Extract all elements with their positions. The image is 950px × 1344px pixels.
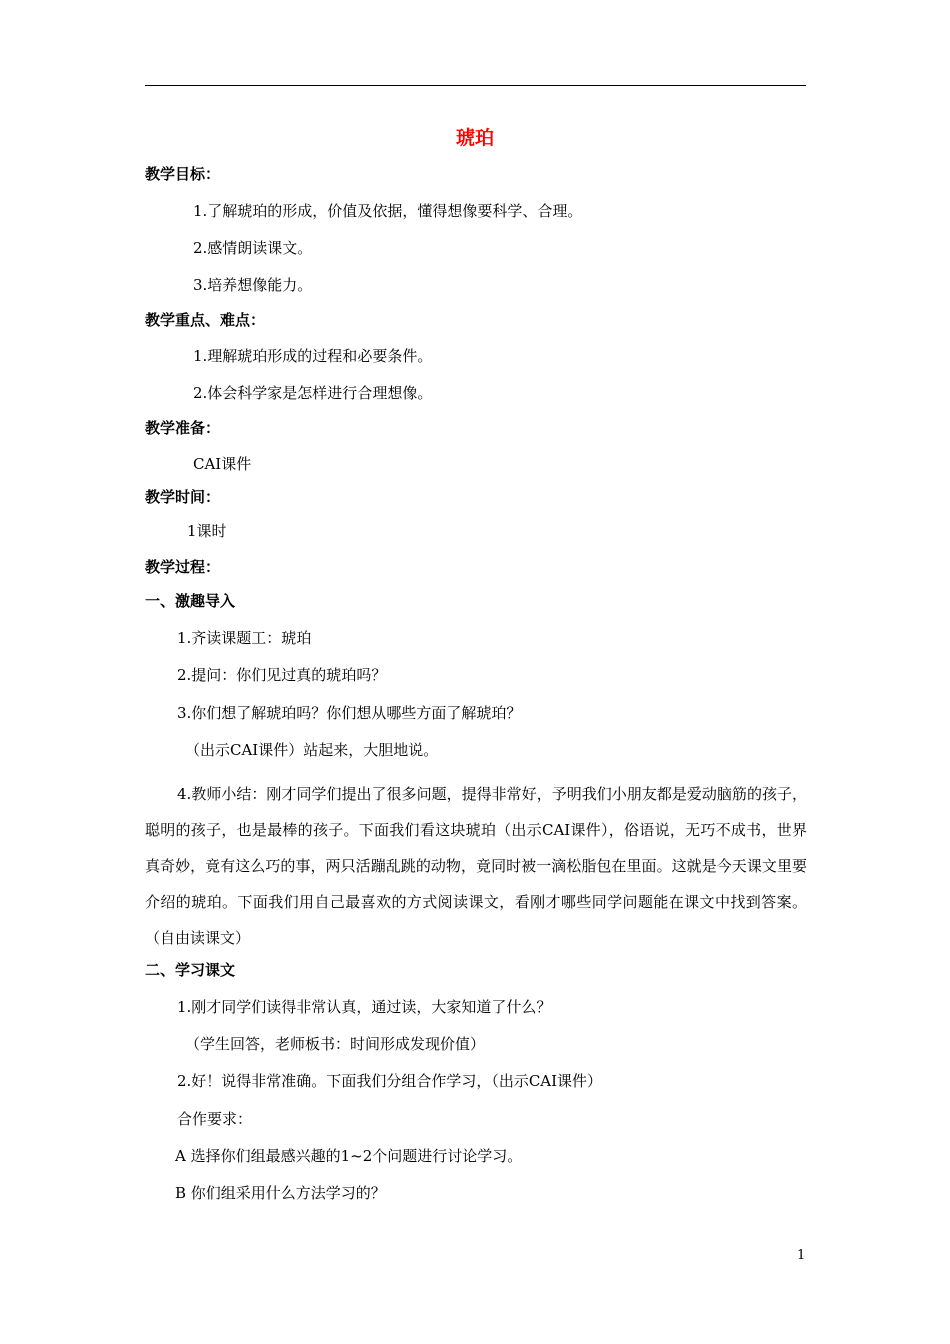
time-text: 1课时 bbox=[187, 522, 227, 540]
part2-item: A 选择你们组最感兴趣的1~2个问题进行讨论学习。 bbox=[175, 1147, 523, 1165]
part1-item: 1.齐读课题工：琥珀 bbox=[177, 629, 312, 647]
goal-item: 1.了解琥珀的形成，价值及依据，懂得想像要科学、合理。 bbox=[193, 202, 583, 220]
key-point-item: 2.体会科学家是怎样进行合理想像。 bbox=[193, 384, 433, 402]
key-points-heading: 教学重点、难点： bbox=[145, 311, 266, 329]
part2-item: 2.好！说得非常准确。下面我们分组合作学习，（出示CAI课件） bbox=[177, 1072, 603, 1090]
time-heading: 教学时间： bbox=[145, 488, 221, 506]
part2-item: 合作要求： bbox=[177, 1110, 253, 1128]
part2-heading: 二、学习课文 bbox=[145, 961, 236, 979]
part1-item: 3.你们想了解琥珀吗？你们想从哪些方面了解琥珀？ bbox=[177, 704, 522, 722]
part1-item: 2.提问：你们见过真的琥珀吗？ bbox=[177, 666, 387, 684]
preparation-text: CAI课件 bbox=[193, 455, 252, 473]
part2-item: 1.刚才同学们读得非常认真，通过读，大家知道了什么？ bbox=[177, 998, 552, 1016]
page-number: 1 bbox=[797, 1248, 806, 1263]
goal-item: 2.感情朗读课文。 bbox=[193, 239, 313, 257]
teacher-summary-paragraph: 4.教师小结：刚才同学们提出了很多问题，提得非常好，予明我们小朋友都是爱动脑筋的孩子，聪明的孩子，也是最棒的孩子。下面我们看这块琥珀（出示CAI课件），俗语说，无巧不成书，世界真奇妙，竟有这么巧的事，两只活蹦乱跳的动物，竟同时被一滴松脂包在里面。这就是今天课文里要介绍的琥珀。下面我们用自己最喜欢的方式阅读课文，看刚才哪些同学问题能在课文中找到答案。（自由读课文） bbox=[145, 785, 807, 947]
process-heading: 教学过程： bbox=[145, 558, 221, 576]
part1-item: （出示CAI课件）站起来，大胆地说。 bbox=[185, 741, 439, 759]
part1-heading: 一、激趣导入 bbox=[145, 592, 236, 610]
goals-heading: 教学目标： bbox=[145, 165, 221, 183]
document-title: 琥珀 bbox=[455, 127, 494, 149]
preparation-heading: 教学准备： bbox=[145, 419, 221, 437]
part2-item: （学生回答，老师板书：时间形成发现价值） bbox=[185, 1035, 486, 1053]
key-point-item: 1.理解琥珀形成的过程和必要条件。 bbox=[193, 347, 433, 365]
goal-item: 3.培养想像能力。 bbox=[193, 276, 313, 294]
header-rule bbox=[145, 85, 806, 86]
part2-item: B 你们组采用什么方法学习的？ bbox=[175, 1184, 386, 1202]
